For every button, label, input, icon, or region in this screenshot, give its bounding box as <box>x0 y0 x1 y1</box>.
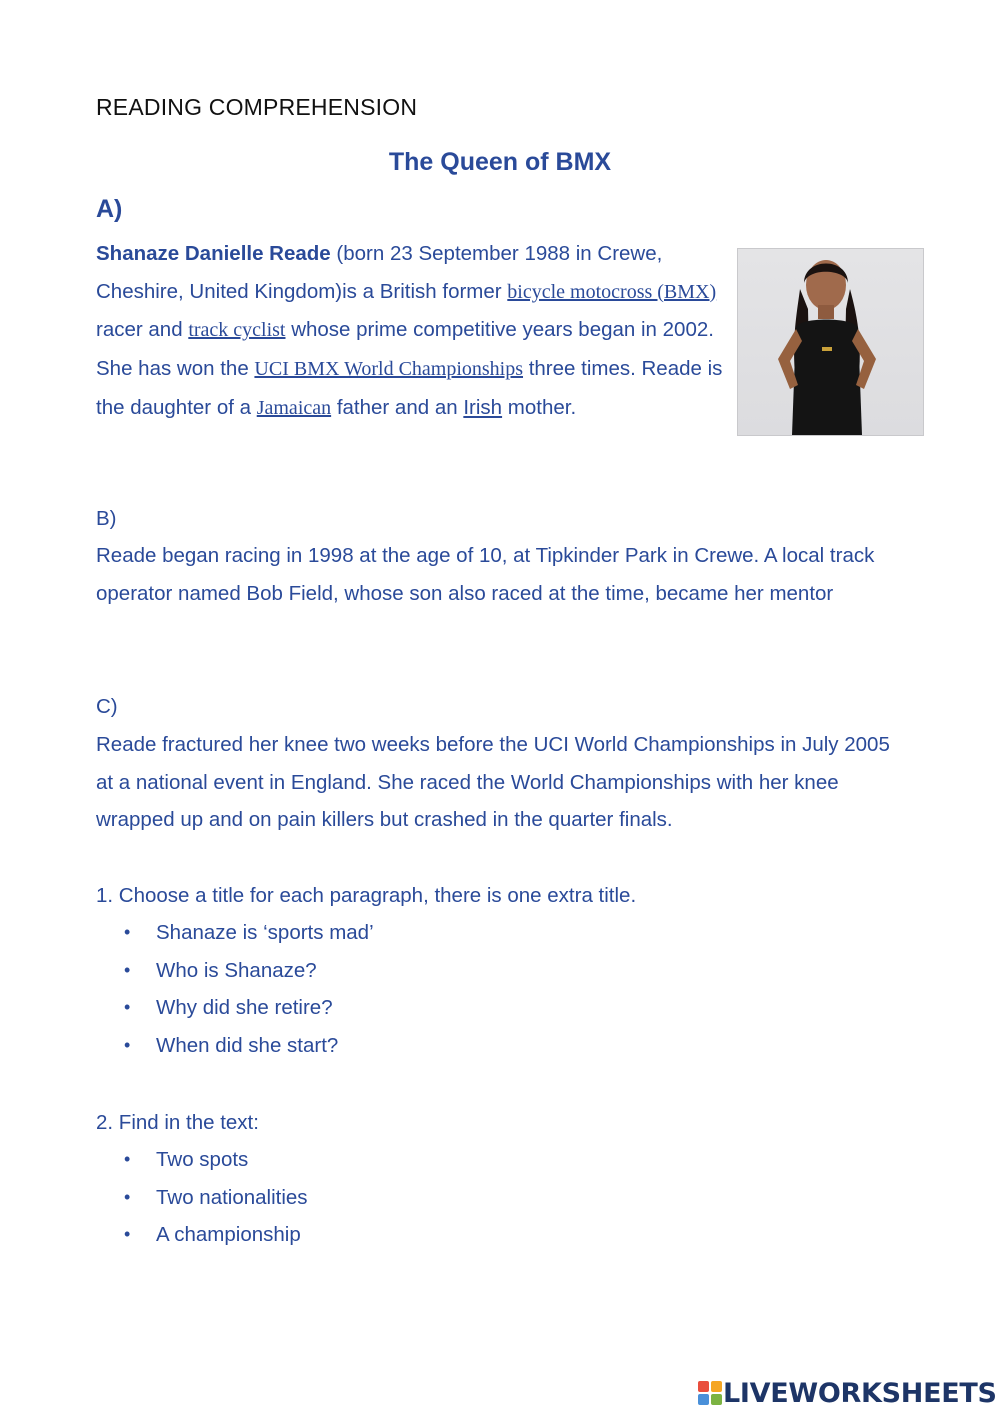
worksheet-heading: READING COMPREHENSION <box>96 94 418 120</box>
bullet-icon: • <box>124 1224 131 1245</box>
text-run: three times. Reade is the daughter of a <box>96 357 723 419</box>
bullet-icon: • <box>124 1035 131 1056</box>
athlete-photo <box>737 248 924 436</box>
section-a-paragraph <box>96 235 736 428</box>
section-a-label: A) <box>96 195 123 223</box>
question-2-items <box>96 1141 308 1254</box>
list-item <box>96 1216 308 1254</box>
section-b-paragraph: Reade began racing in 1998 at the age of 10, at Tipkinder Park in Crewe. A local track operator named Bob Field, whose son also raced at the time, became her mentor <box>96 544 875 605</box>
athlete-name: Shanaze Danielle Reade <box>96 242 331 265</box>
list-item <box>96 914 374 952</box>
link-jamaican[interactable]: Jamaican <box>256 396 332 419</box>
liveworksheets-logo <box>697 1376 997 1410</box>
section-c-paragraph: Reade fractured her knee two weeks before the UCI World Championships in July 2005 at a national event in England. She raced the World Championships with her knee wrapped up and on pain killers but crashed in the quarter finals. <box>96 733 890 832</box>
option-text: When did she start? <box>156 1034 339 1058</box>
list-item <box>96 989 374 1027</box>
item-text: A championship <box>156 1223 301 1247</box>
item-text: Two spots <box>156 1148 249 1171</box>
bullet-icon: • <box>124 997 131 1018</box>
athlete-figure <box>738 249 923 435</box>
link-bmx[interactable]: bicycle motocross (BMX) <box>507 280 717 303</box>
link-uci-championships[interactable]: UCI BMX World Championships <box>254 358 524 381</box>
text-run: racer and <box>96 318 189 342</box>
bullet-icon: • <box>124 922 131 942</box>
link-irish[interactable]: Irish <box>463 395 503 419</box>
page-title: The Queen of BMX <box>388 148 612 176</box>
text-run: (born 23 September 1988 in Crewe, Cheshire, United Kingdom)is a British former <box>96 242 663 303</box>
question-1-options <box>96 914 374 1065</box>
item-text: Two nationalities <box>156 1185 308 1209</box>
list-item <box>96 952 374 990</box>
option-text: Who is Shanaze? <box>156 958 317 982</box>
text-run: whose prime competitive years began in 2002. She has won the <box>96 318 714 381</box>
brand-icon <box>697 1380 723 1406</box>
bullet-icon: • <box>124 1149 131 1169</box>
question-1-prompt: 1. Choose a title for each paragraph, there is one extra title. <box>96 884 637 907</box>
bullet-icon: • <box>124 1186 131 1207</box>
text-run: father and an <box>331 395 464 419</box>
option-text: Why did she retire? <box>156 996 333 1020</box>
brand-name: LIVEWORKSHEETS <box>723 1377 997 1409</box>
section-b-label: B) <box>96 507 117 530</box>
list-item <box>96 1179 308 1217</box>
list-item <box>96 1141 308 1179</box>
option-text: Shanaze is ‘sports mad’ <box>156 921 374 944</box>
bullet-icon: • <box>124 959 131 980</box>
text-run: mother. <box>502 395 577 419</box>
link-track-cyclist[interactable]: track cyclist <box>188 319 286 342</box>
section-c-label: C) <box>96 695 118 718</box>
list-item <box>96 1027 374 1065</box>
question-2-prompt: 2. Find in the text: <box>96 1111 259 1134</box>
